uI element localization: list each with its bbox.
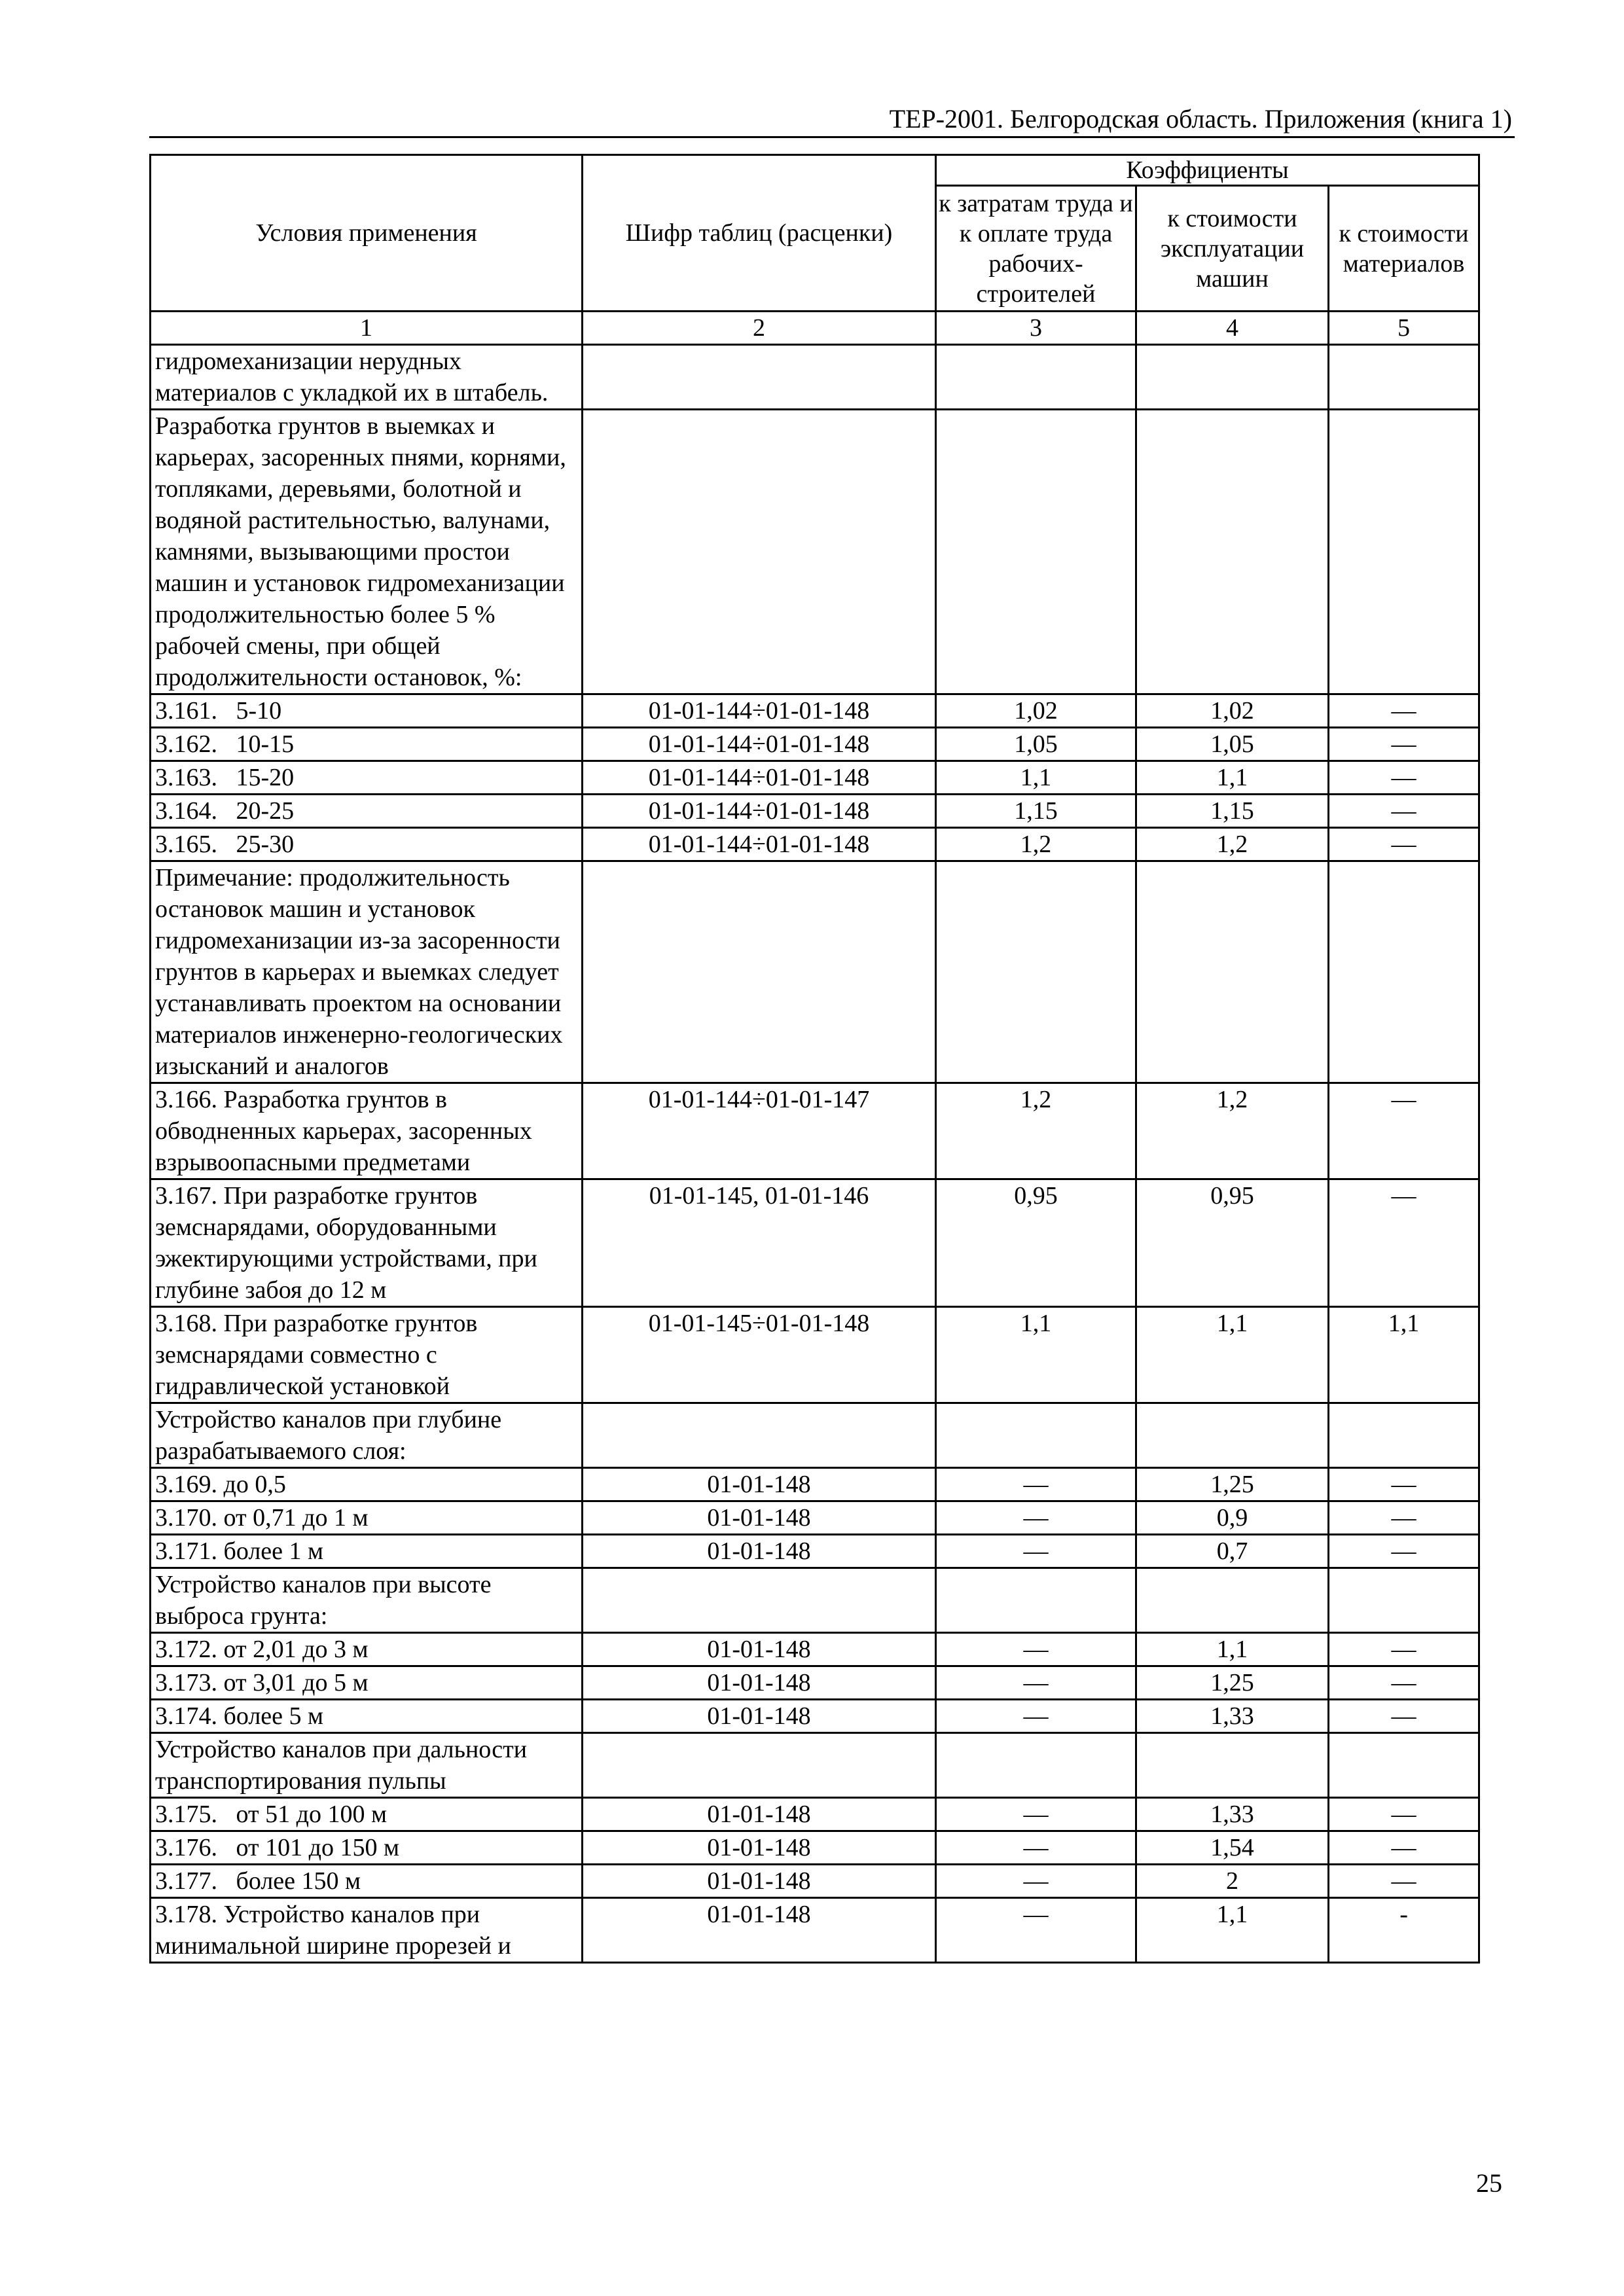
table-row xyxy=(151,1733,1479,1798)
condition-cell: гидромеханизации нерудных материалов с укладкой их в штабель. xyxy=(151,345,583,410)
machines-coef-cell xyxy=(1136,861,1329,1083)
table-row xyxy=(151,1501,1479,1535)
materials-coef-cell xyxy=(1329,1733,1479,1798)
code-cell: 01-01-144÷01-01-147 xyxy=(583,1083,936,1179)
condition-cell: Примечание: продолжительность остановок машин и установок гидромеханизации из-за засоренности грунтов в карьерах и выемках следует устанавливать проектом на основании материалов инженерно-геологических изысканий и аналогов xyxy=(151,861,583,1083)
machines-coef-cell xyxy=(1136,1733,1329,1798)
code-cell: 01-01-148 xyxy=(583,1535,936,1568)
code-cell: 01-01-148 xyxy=(583,1831,936,1865)
materials-coef-cell: — xyxy=(1329,1700,1479,1733)
condition-cell: 3.166. Разработка грунтов в обводненных карьерах, засоренных взрывоопасными предметами xyxy=(151,1083,583,1179)
labor-coef-cell: — xyxy=(936,1700,1136,1733)
header-labor: к затратам труда и к оплате труда рабочих-строителей xyxy=(936,186,1136,312)
code-cell: 01-01-144÷01-01-148 xyxy=(583,795,936,828)
machines-coef-cell: 1,2 xyxy=(1136,828,1329,861)
code-cell xyxy=(583,861,936,1083)
labor-coef-cell: 1,1 xyxy=(936,761,1136,795)
labor-coef-cell: 1,15 xyxy=(936,795,1136,828)
labor-coef-cell xyxy=(936,1733,1136,1798)
labor-coef-cell: — xyxy=(936,1865,1136,1898)
labor-coef-cell: 0,95 xyxy=(936,1179,1136,1307)
code-cell xyxy=(583,1403,936,1468)
condition-text: 3.162. 10-15 xyxy=(155,730,295,758)
code-cell: 01-01-144÷01-01-148 xyxy=(583,761,936,795)
table-row xyxy=(151,1865,1479,1898)
column-number: 3 xyxy=(936,312,1136,345)
code-cell: 01-01-144÷01-01-148 xyxy=(583,828,936,861)
machines-coef-cell: 0,7 xyxy=(1136,1535,1329,1568)
condition-cell: Устройство каналов при высоте выброса грунта: xyxy=(151,1568,583,1633)
code-cell: 01-01-148 xyxy=(583,1798,936,1831)
code-cell xyxy=(583,1568,936,1633)
column-number: 2 xyxy=(583,312,936,345)
machines-coef-cell: 1,05 xyxy=(1136,728,1329,761)
materials-coef-cell xyxy=(1329,345,1479,410)
column-number: 5 xyxy=(1329,312,1479,345)
materials-coef-cell: — xyxy=(1329,1179,1479,1307)
materials-coef-cell: - xyxy=(1329,1898,1479,1963)
machines-coef-cell: 1,1 xyxy=(1136,1307,1329,1403)
machines-coef-cell: 0,95 xyxy=(1136,1179,1329,1307)
condition-cell xyxy=(151,728,583,761)
table-row xyxy=(151,1568,1479,1633)
code-cell: 01-01-145÷01-01-148 xyxy=(583,1307,936,1403)
labor-coef-cell: 1,02 xyxy=(936,694,1136,728)
labor-coef-cell: — xyxy=(936,1798,1136,1831)
code-cell: 01-01-148 xyxy=(583,1501,936,1535)
table-row xyxy=(151,345,1479,410)
condition-cell xyxy=(151,1865,583,1898)
materials-coef-cell: — xyxy=(1329,828,1479,861)
materials-coef-cell: — xyxy=(1329,761,1479,795)
materials-coef-cell: — xyxy=(1329,1468,1479,1501)
condition-cell: 3.173. от 3,01 до 5 м xyxy=(151,1666,583,1700)
condition-cell xyxy=(151,828,583,861)
page-number: 25 xyxy=(1476,2168,1502,2198)
condition-cell xyxy=(151,761,583,795)
materials-coef-cell: — xyxy=(1329,1798,1479,1831)
header-machines: к стоимости эксплуатации машин xyxy=(1136,186,1329,312)
machines-coef-cell: 1,25 xyxy=(1136,1666,1329,1700)
machines-coef-cell: 1,33 xyxy=(1136,1798,1329,1831)
condition-cell xyxy=(151,795,583,828)
running-header xyxy=(149,97,1515,138)
materials-coef-cell: — xyxy=(1329,694,1479,728)
machines-coef-cell: 1,25 xyxy=(1136,1468,1329,1501)
header-conditions: Условия применения xyxy=(151,155,583,312)
labor-coef-cell xyxy=(936,1568,1136,1633)
labor-coef-cell xyxy=(936,1403,1136,1468)
machines-coef-cell: 0,9 xyxy=(1136,1501,1329,1535)
labor-coef-cell xyxy=(936,410,1136,694)
condition-text: 3.161. 5-10 xyxy=(155,697,282,725)
table-row xyxy=(151,1666,1479,1700)
condition-text: 3.176. от 101 до 150 м xyxy=(155,1834,399,1861)
table-row xyxy=(151,694,1479,728)
table-row xyxy=(151,1831,1479,1865)
labor-coef-cell: — xyxy=(936,1831,1136,1865)
machines-coef-cell: 1,54 xyxy=(1136,1831,1329,1865)
code-cell xyxy=(583,345,936,410)
code-cell: 01-01-148 xyxy=(583,1898,936,1963)
table-header xyxy=(151,155,1479,345)
table-body xyxy=(151,345,1479,1963)
table-row xyxy=(151,1403,1479,1468)
machines-coef-cell xyxy=(1136,345,1329,410)
labor-coef-cell xyxy=(936,345,1136,410)
table-row xyxy=(151,1307,1479,1403)
condition-text: 3.163. 15-20 xyxy=(155,764,295,791)
labor-coef-cell: — xyxy=(936,1898,1136,1963)
machines-coef-cell: 1,15 xyxy=(1136,795,1329,828)
column-number: 1 xyxy=(151,312,583,345)
machines-coef-cell xyxy=(1136,410,1329,694)
condition-text: 3.164. 20-25 xyxy=(155,797,295,825)
labor-coef-cell: — xyxy=(936,1468,1136,1501)
labor-coef-cell: 1,05 xyxy=(936,728,1136,761)
labor-coef-cell: — xyxy=(936,1501,1136,1535)
code-cell: 01-01-148 xyxy=(583,1700,936,1733)
materials-coef-cell: — xyxy=(1329,728,1479,761)
materials-coef-cell: 1,1 xyxy=(1329,1307,1479,1403)
labor-coef-cell: — xyxy=(936,1535,1136,1568)
materials-coef-cell: — xyxy=(1329,1633,1479,1666)
materials-coef-cell: — xyxy=(1329,1501,1479,1535)
column-number-row xyxy=(151,312,1479,345)
labor-coef-cell xyxy=(936,861,1136,1083)
materials-coef-cell: — xyxy=(1329,1666,1479,1700)
condition-cell: Устройство каналов при дальности транспортирования пульпы xyxy=(151,1733,583,1798)
table-row xyxy=(151,1700,1479,1733)
table-row xyxy=(151,761,1479,795)
materials-coef-cell: — xyxy=(1329,1831,1479,1865)
machines-coef-cell xyxy=(1136,1403,1329,1468)
materials-coef-cell: — xyxy=(1329,1865,1479,1898)
coefficients-table xyxy=(149,154,1480,1964)
materials-coef-cell xyxy=(1329,410,1479,694)
machines-coef-cell: 1,02 xyxy=(1136,694,1329,728)
code-cell: 01-01-144÷01-01-148 xyxy=(583,694,936,728)
machines-coef-cell: 2 xyxy=(1136,1865,1329,1898)
condition-cell xyxy=(151,1831,583,1865)
header-coefficients: Коэффициенты xyxy=(936,155,1479,186)
table-row xyxy=(151,1535,1479,1568)
column-number: 4 xyxy=(1136,312,1329,345)
labor-coef-cell: 1,1 xyxy=(936,1307,1136,1403)
materials-coef-cell: — xyxy=(1329,1535,1479,1568)
condition-cell xyxy=(151,1798,583,1831)
condition-cell: 3.174. более 5 м xyxy=(151,1700,583,1733)
materials-coef-cell: — xyxy=(1329,1083,1479,1179)
table-row xyxy=(151,1468,1479,1501)
table-row xyxy=(151,1898,1479,1963)
condition-text: 3.175. от 51 до 100 м xyxy=(155,1801,387,1828)
machines-coef-cell: 1,1 xyxy=(1136,1898,1329,1963)
table-row xyxy=(151,1179,1479,1307)
code-cell: 01-01-148 xyxy=(583,1633,936,1666)
table-row xyxy=(151,795,1479,828)
table-row xyxy=(151,828,1479,861)
labor-coef-cell: — xyxy=(936,1633,1136,1666)
condition-cell: 3.167. При разработке грунтов земснарядами, оборудованными эжектирующими устройствами, при глубине забоя до 12 м xyxy=(151,1179,583,1307)
table-row xyxy=(151,1633,1479,1666)
condition-text: 3.177. более 150 м xyxy=(155,1867,361,1895)
table-row xyxy=(151,861,1479,1083)
condition-cell: Устройство каналов при глубине разрабатываемого слоя: xyxy=(151,1403,583,1468)
condition-cell: 3.169. до 0,5 xyxy=(151,1468,583,1501)
code-cell: 01-01-144÷01-01-148 xyxy=(583,728,936,761)
code-cell: 01-01-145, 01-01-146 xyxy=(583,1179,936,1307)
labor-coef-cell: — xyxy=(936,1666,1136,1700)
header-code: Шифр таблиц (расценки) xyxy=(583,155,936,312)
condition-cell: 3.172. от 2,01 до 3 м xyxy=(151,1633,583,1666)
machines-coef-cell xyxy=(1136,1568,1329,1633)
code-cell: 01-01-148 xyxy=(583,1468,936,1501)
condition-cell: 3.170. от 0,71 до 1 м xyxy=(151,1501,583,1535)
table-row xyxy=(151,1083,1479,1179)
condition-text: 3.165. 25-30 xyxy=(155,831,295,858)
condition-cell: 3.171. более 1 м xyxy=(151,1535,583,1568)
materials-coef-cell xyxy=(1329,861,1479,1083)
table-row xyxy=(151,410,1479,694)
code-cell: 01-01-148 xyxy=(583,1666,936,1700)
table-row xyxy=(151,1798,1479,1831)
condition-cell: Разработка грунтов в выемках и карьерах, засоренных пнями, корнями, топляками, деревьями, болотной и водяной растительностью, валунами, камнями, вызывающими простои машин и установок гидромеханизации продолжительностью более 5 % рабочей смены, при общей продолжительности остановок, %: xyxy=(151,410,583,694)
labor-coef-cell: 1,2 xyxy=(936,828,1136,861)
header-materials: к стоимости материалов xyxy=(1329,186,1479,312)
table-row xyxy=(151,728,1479,761)
materials-coef-cell: — xyxy=(1329,795,1479,828)
labor-coef-cell: 1,2 xyxy=(936,1083,1136,1179)
running-header-text: ТЕР-2001. Белгородская область. Приложения (книга 1) xyxy=(889,104,1512,134)
condition-cell: 3.178. Устройство каналов при минимальной ширине прорезей и xyxy=(151,1898,583,1963)
code-cell xyxy=(583,1733,936,1798)
machines-coef-cell: 1,2 xyxy=(1136,1083,1329,1179)
condition-cell xyxy=(151,694,583,728)
machines-coef-cell: 1,1 xyxy=(1136,761,1329,795)
code-cell xyxy=(583,410,936,694)
materials-coef-cell xyxy=(1329,1403,1479,1468)
materials-coef-cell xyxy=(1329,1568,1479,1633)
code-cell: 01-01-148 xyxy=(583,1865,936,1898)
condition-cell: 3.168. При разработке грунтов земснарядами совместно с гидравлической установкой xyxy=(151,1307,583,1403)
machines-coef-cell: 1,1 xyxy=(1136,1633,1329,1666)
machines-coef-cell: 1,33 xyxy=(1136,1700,1329,1733)
